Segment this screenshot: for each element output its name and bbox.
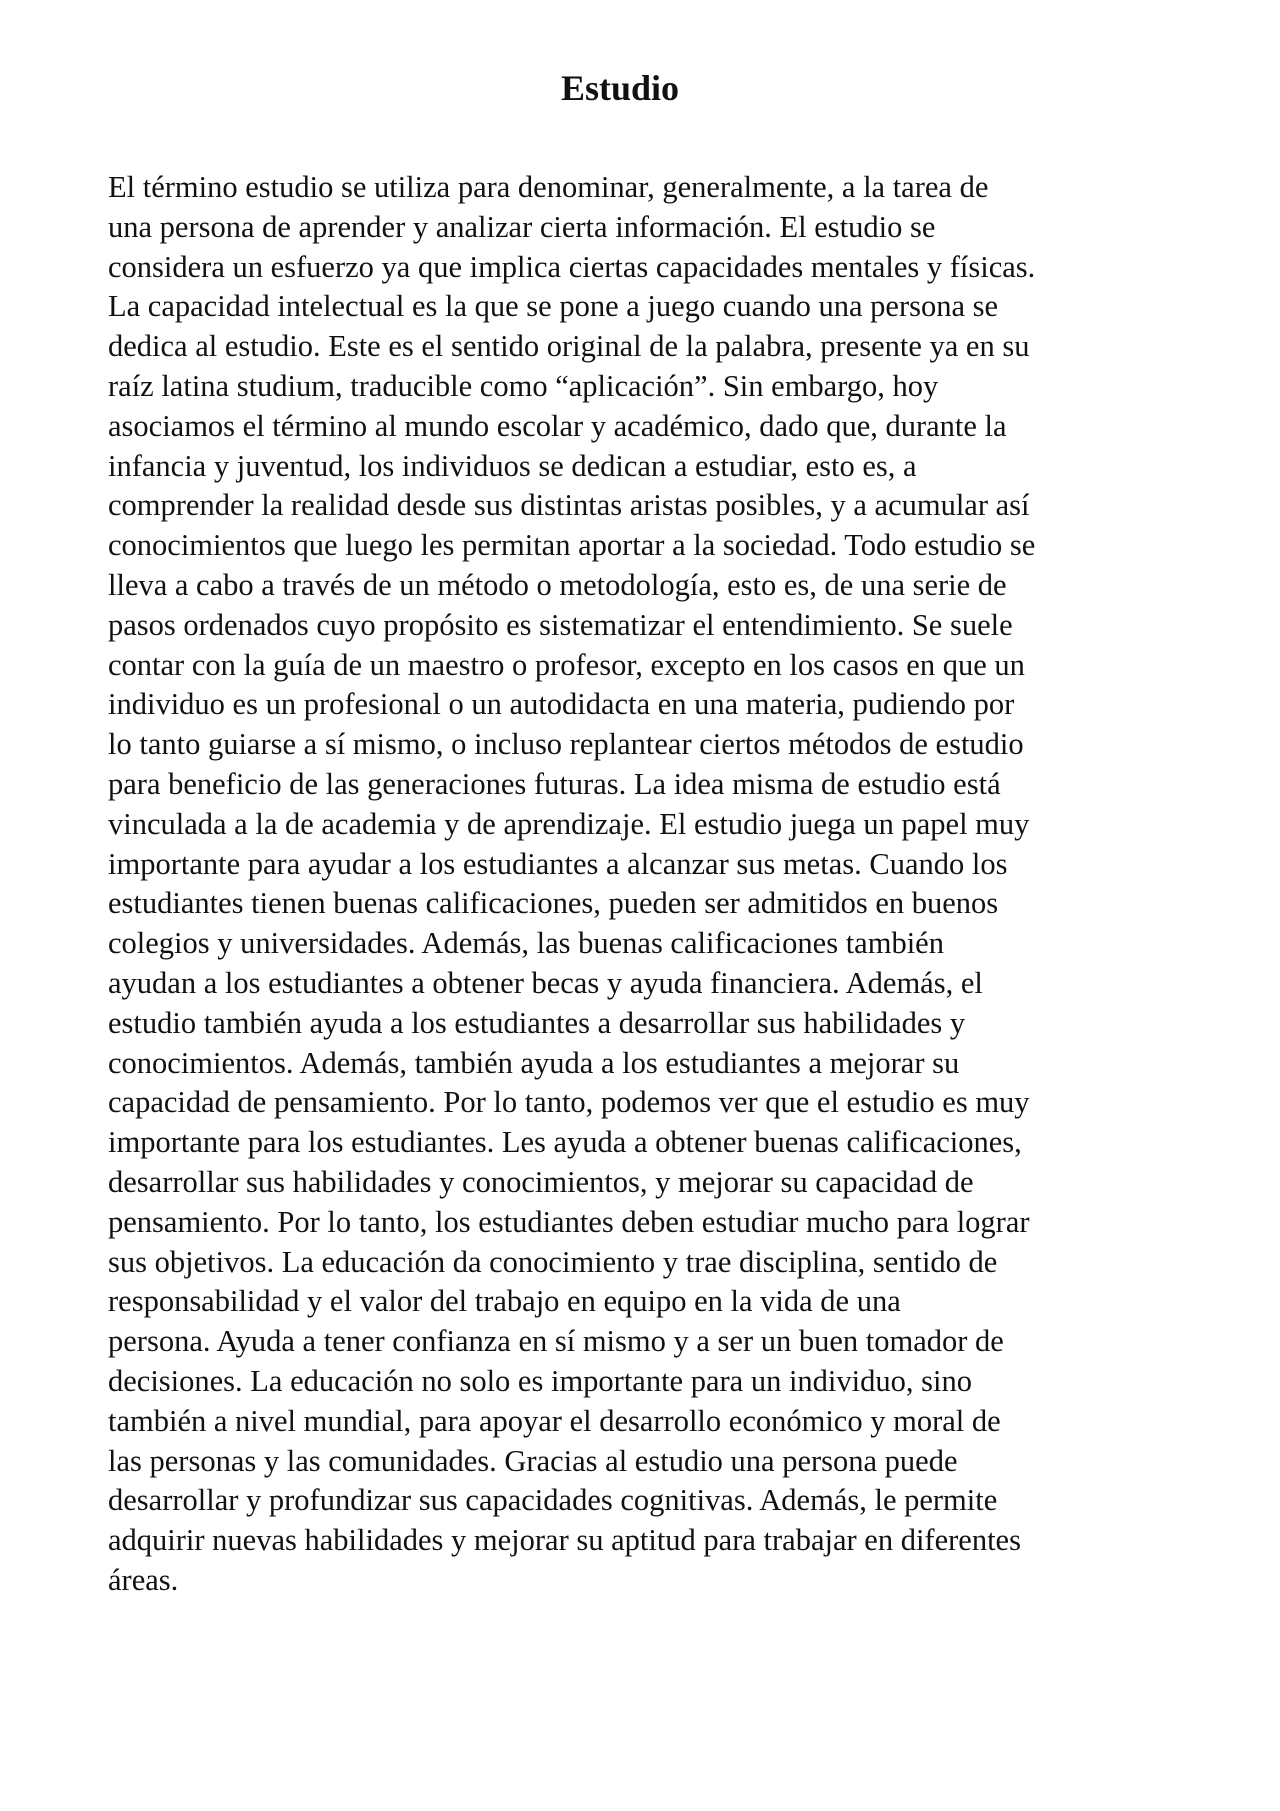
body-line: lleva a cabo a través de un método o metodología, esto es, de una serie de: [108, 567, 1007, 602]
body-line: pensamiento. Por lo tanto, los estudiantes deben estudiar mucho para lograr: [108, 1204, 1030, 1239]
body-line: infancia y juventud, los individuos se dedican a estudiar, esto es, a: [108, 448, 917, 483]
body-line: individuo es un profesional o un autodidacta en una materia, pudiendo por: [108, 687, 1015, 722]
body-line: desarrollar sus habilidades y conocimientos, y mejorar su capacidad de: [108, 1164, 974, 1199]
body-line: contar con la guía de un maestro o profesor, excepto en los casos en que un: [108, 647, 1025, 682]
body-line: adquirir nuevas habilidades y mejorar su aptitud para trabajar en diferentes: [108, 1523, 1021, 1558]
body-line: decisiones. La educación no solo es importante para un individuo, sino: [108, 1363, 972, 1398]
body-line: comprender la realidad desde sus distintas aristas posibles, y a acumular así: [108, 488, 1030, 523]
body-line: conocimientos. Además, también ayuda a los estudiantes a mejorar su: [108, 1045, 960, 1080]
body-line: conocimientos que luego les permitan aportar a la sociedad. Todo estudio se: [108, 528, 1036, 563]
body-line: ayudan a los estudiantes a obtener becas y ayuda financiera. Además, el: [108, 965, 983, 1000]
body-line: importante para los estudiantes. Les ayuda a obtener buenas calificaciones,: [108, 1125, 1022, 1160]
body-line: dedica al estudio. Este es el sentido original de la palabra, presente ya en su: [108, 329, 1030, 364]
document-body: [108, 168, 1172, 1601]
body-line: áreas.: [108, 1562, 179, 1597]
body-line: capacidad de pensamiento. Por lo tanto, podemos ver que el estudio es muy: [108, 1085, 1030, 1120]
body-line: estudiantes tienen buenas calificaciones, pueden ser admitidos en buenos: [108, 886, 999, 921]
body-line: lo tanto guiarse a sí mismo, o incluso replantear ciertos métodos de estudio: [108, 727, 1024, 762]
body-line: responsabilidad y el valor del trabajo en equipo en la vida de una: [108, 1284, 901, 1319]
body-line: colegios y universidades. Además, las buenas calificaciones también: [108, 926, 944, 961]
document-title: Estudio: [560, 68, 680, 108]
body-line: persona. Ayuda a tener confianza en sí mismo y a ser un buen tomador de: [108, 1324, 1004, 1359]
body-line: vinculada a la de academia y de aprendizaje. El estudio juega un papel muy: [108, 806, 1030, 841]
body-line: La capacidad intelectual es la que se pone a juego cuando una persona se: [108, 289, 999, 324]
body-line: asociamos el término al mundo escolar y académico, dado que, durante la: [108, 408, 1007, 443]
body-line: importante para ayudar a los estudiantes a alcanzar sus metas. Cuando los: [108, 846, 1008, 881]
body-line: estudio también ayuda a los estudiantes a desarrollar sus habilidades y: [108, 1005, 966, 1040]
body-line: también a nivel mundial, para apoyar el desarrollo económico y moral de: [108, 1403, 1001, 1438]
body-line: pasos ordenados cuyo propósito es sistematizar el entendimiento. Se suele: [108, 607, 1013, 642]
body-line: considera un esfuerzo ya que implica ciertas capacidades mentales y físicas.: [108, 249, 1036, 284]
body-line: El término estudio se utiliza para denominar, generalmente, a la tarea de: [108, 170, 989, 204]
body-line: sus objetivos. La educación da conocimiento y trae disciplina, sentido de: [108, 1244, 998, 1279]
body-line: desarrollar y profundizar sus capacidades cognitivas. Además, le permite: [108, 1483, 998, 1518]
body-line: para beneficio de las generaciones futuras. La idea misma de estudio está: [108, 766, 1001, 801]
body-line: raíz latina studium, traducible como “aplicación”. Sin embargo, hoy: [108, 368, 939, 403]
body-line: una persona de aprender y analizar cierta información. El estudio se: [108, 209, 936, 244]
body-line: las personas y las comunidades. Gracias al estudio una persona puede: [108, 1443, 958, 1478]
